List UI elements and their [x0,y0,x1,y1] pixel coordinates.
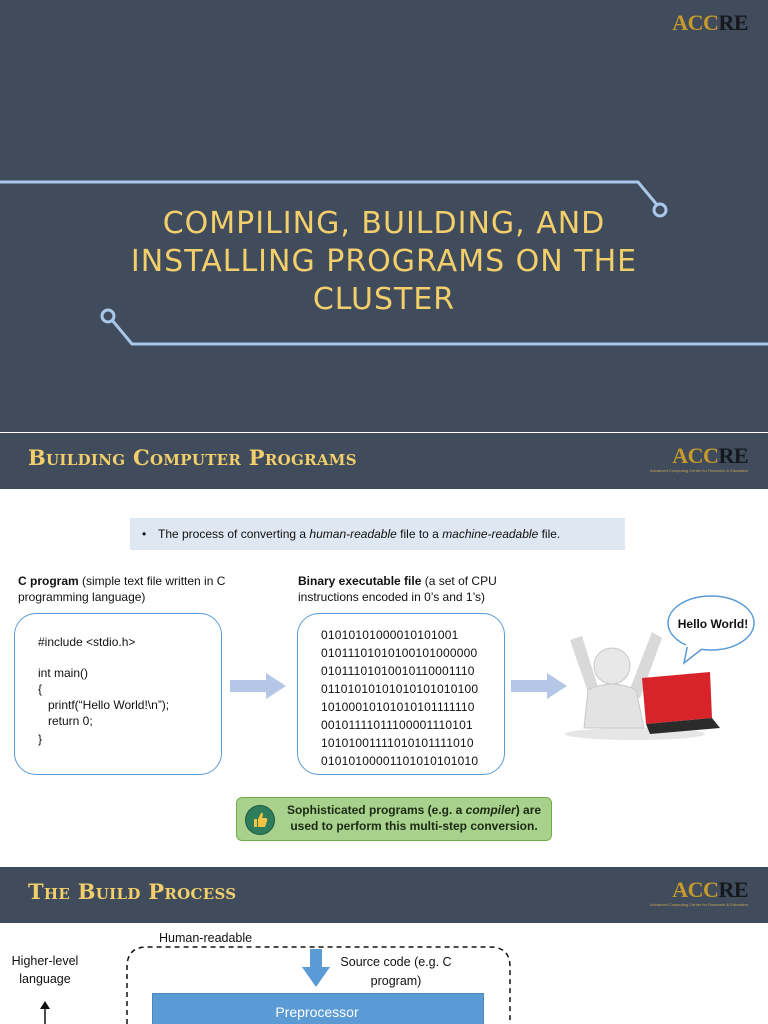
slide-title: Building Computer Programs [28,445,357,470]
build-process-slide [0,867,768,1024]
code-line: { [38,682,43,696]
compiler-note [236,797,552,841]
human-readable-label: Human-readable [159,931,253,945]
binary-line: 01011101010010110001110 [321,664,475,678]
code-line: #include <stdio.h> [38,635,136,649]
higher-level-label: Higher-level language [11,954,79,986]
bullet-point: • The process of converting a human-readable file to a machine-readable file. [130,518,625,550]
code-line: int main() [38,666,89,680]
binary-caption: Binary executable file (a set of CPU instructions encoded in 0’s and 1’s) [298,574,497,604]
presentation-title: COMPILING, BUILDING, AND INSTALLING PROGRAMS ON THE CLUSTER [130,206,638,317]
right-arrow-icon [230,673,286,699]
right-arrow-icon [511,673,567,699]
binary-line: 00101111011100001110101 [321,718,473,732]
code-line: } [38,732,43,746]
preprocessor-label: Preprocessor [275,1004,359,1020]
logo-subtitle: Advanced Computing Center for Research & Education [649,468,748,473]
title-slide [0,0,768,432]
source-code-label: Source code (e.g. C program) [340,955,452,988]
accre-logo: ACCRE [672,10,748,35]
logo-subtitle: Advanced Computing Center for Research & Education [649,902,748,907]
binary-line: 01101010101010101010100 [321,682,479,696]
binary-box [297,613,505,775]
accre-logo: ACCRE Advanced Computing Center for Research & Education [649,877,748,907]
binary-line: 01010101000010101001 [321,628,459,642]
binary-line: 01011101010100101000000 [321,646,478,660]
slide-title: The Build Process [28,879,237,904]
note-text: Sophisticated programs (e.g. a compiler) are used to perform this multi-step conversion. [286,803,542,833]
binary-line: 10101001111010101111010 [321,736,474,750]
code-line: return 0; [38,714,93,728]
binary-line: 01010100001101010101010 [321,754,479,768]
c-program-caption: C program (simple text file written in C programming language) [18,574,226,604]
slide-header [0,433,768,489]
building-programs-slide [0,433,768,866]
code-line: printf(“Hello World!\n”); [38,698,170,712]
binary-line: 10100010101010101111110 [321,700,475,714]
bubble-text: Hello World! [677,617,749,631]
accre-logo: ACCRE Advanced Computing Center for Research & Education [649,443,748,473]
thumbs-up-icon [245,805,275,835]
c-code-box [14,613,222,775]
